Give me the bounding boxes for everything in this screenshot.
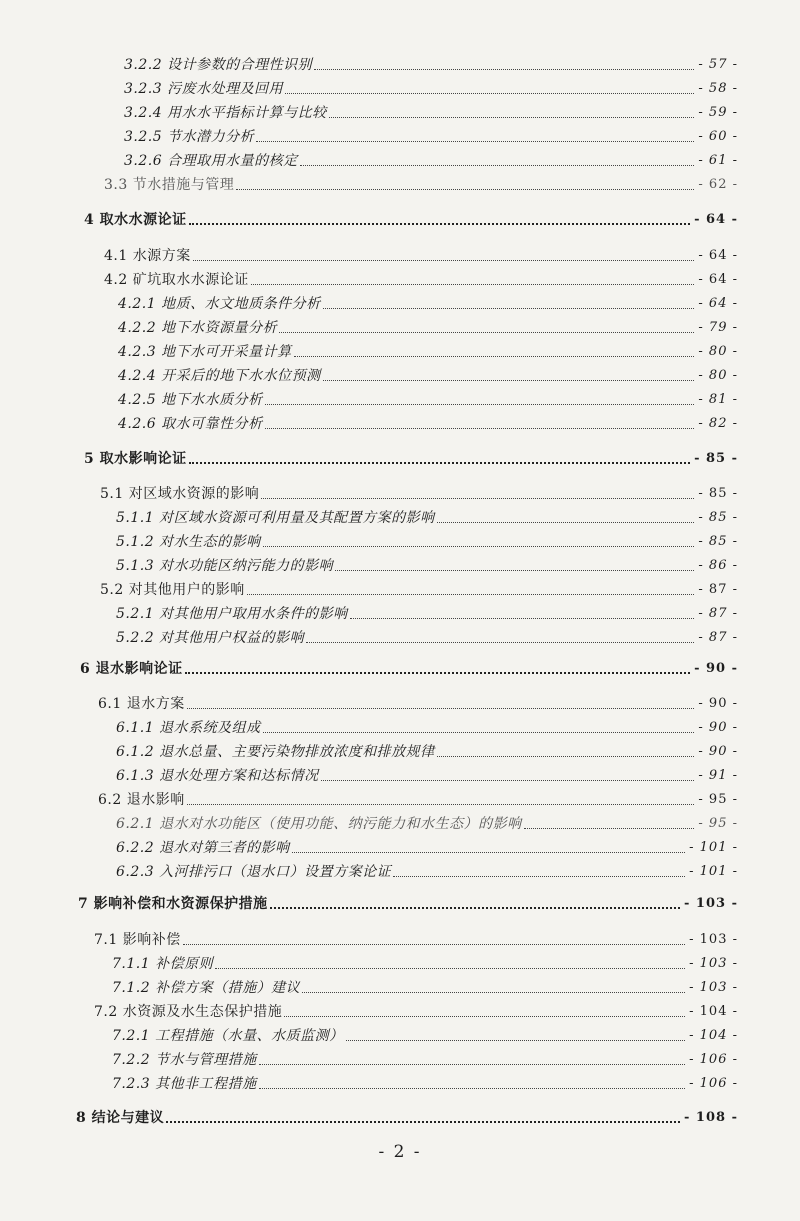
toc-label: 6.1.3 退水处理方案和达标情况 [116, 768, 319, 784]
toc-leader [302, 992, 685, 993]
toc-entry-5[interactable] [84, 444, 738, 468]
toc-entry-4-2[interactable] [104, 265, 738, 289]
toc-page-number: - 87 - [698, 630, 738, 645]
toc-label: 4.2.4 开采后的地下水水位预测 [118, 368, 321, 384]
toc-leader [335, 570, 694, 571]
toc-leader [215, 968, 685, 969]
toc-page-number: - 106 - [689, 1052, 738, 1067]
toc-page-number: - 64 - [694, 212, 738, 227]
toc-page-number: - 91 - [698, 768, 738, 783]
toc-label: 3.3 节水措施与管理 [104, 177, 235, 193]
toc-label: 7.1 影响补偿 [94, 932, 181, 948]
toc-label: 4.2 矿坑取水水源论证 [104, 272, 249, 288]
toc-leader [524, 828, 695, 829]
toc-entry-3-2-4[interactable] [124, 98, 738, 122]
toc-page-number: - 62 - [698, 177, 738, 192]
toc-page-number: - 95 - [698, 792, 738, 807]
toc-leader [437, 522, 695, 523]
toc-label: 4 取水水源论证 [84, 212, 187, 228]
toc-entry-3-2-6[interactable] [124, 146, 738, 170]
toc-leader [189, 223, 690, 225]
toc-page-number: - 95 - [698, 816, 738, 831]
toc-label: 5.2.2 对其他用户权益的影响 [116, 630, 305, 646]
toc-page-number: - 103 - [689, 956, 738, 971]
toc-leader [285, 93, 694, 94]
toc-label: 4.2.2 地下水资源量分析 [118, 320, 278, 336]
toc-entry-6-2[interactable] [98, 785, 738, 809]
toc-page-number: - 106 - [689, 1076, 738, 1091]
toc-entry-6-1-1[interactable] [116, 713, 738, 737]
toc-label: 6.1 退水方案 [98, 696, 185, 712]
toc-entry-4-2-6[interactable] [118, 409, 738, 433]
toc-page-number: - 80 - [698, 368, 738, 383]
toc-leader [259, 1064, 686, 1065]
toc-label: 7.2.3 其他非工程措施 [112, 1076, 257, 1092]
toc-entry-3-2-5[interactable] [124, 122, 738, 146]
toc-page-number: - 103 - [689, 980, 738, 995]
toc-leader [261, 498, 694, 499]
toc-entry-4-2-3[interactable] [118, 337, 738, 361]
toc-entry-6-1-2[interactable] [116, 737, 738, 761]
toc-label: 7.1.2 补偿方案（措施）建议 [112, 980, 301, 996]
toc-leader [323, 308, 695, 309]
toc-page-number: - 104 - [689, 1028, 738, 1043]
toc-label: 5 取水影响论证 [84, 451, 187, 467]
toc-page-number: - 103 - [689, 932, 738, 947]
toc-page-number: - 79 - [698, 320, 738, 335]
toc-entry-7-1-2[interactable] [112, 973, 738, 997]
toc-page-number: - 80 - [698, 344, 738, 359]
toc-label: 6 退水影响论证 [80, 661, 183, 677]
toc-label: 6.2.2 退水对第三者的影响 [116, 840, 290, 856]
toc-leader [187, 804, 695, 805]
toc-leader [166, 1121, 680, 1123]
toc-page-number: - 59 - [698, 105, 738, 120]
toc-leader [346, 1040, 686, 1041]
toc-leader [193, 260, 695, 261]
toc-label: 7.2 水资源及水生态保护措施 [94, 1004, 283, 1020]
toc-page-number: - 90 - [698, 744, 738, 759]
toc-leader [251, 284, 695, 285]
toc-page-number: - 64 - [698, 296, 738, 311]
toc-page-number: - 85 - [698, 534, 738, 549]
toc-leader [265, 428, 695, 429]
toc-label: 7.1.1 补偿原则 [112, 956, 214, 972]
toc-entry-6-1[interactable] [98, 689, 738, 713]
toc-label: 7.2.1 工程措施（水量、水质监测） [112, 1028, 344, 1044]
toc-page-number: - 85 - [698, 510, 738, 525]
toc-entry-5-1-3[interactable] [116, 551, 738, 575]
toc-page-number: - 60 - [698, 129, 738, 144]
toc-entry-5-1[interactable] [100, 479, 738, 503]
toc-leader [300, 165, 695, 166]
toc-leader [189, 462, 690, 464]
toc-label: 3.2.6 合理取用水量的核定 [124, 153, 298, 169]
toc-page-number: - 85 - [694, 451, 738, 466]
toc-label: 8 结论与建议 [76, 1110, 165, 1126]
toc-entry-5-1-1[interactable] [116, 503, 738, 527]
toc-leader [323, 380, 695, 381]
toc-entry-7-1-1[interactable] [112, 949, 738, 973]
toc-entry-3-2-2[interactable] [124, 50, 738, 74]
toc-entry-4-1[interactable] [104, 241, 738, 265]
toc-page-number: - 64 - [698, 272, 738, 287]
toc-leader [256, 141, 694, 142]
toc-leader [185, 672, 690, 674]
toc-label: 7 影响补偿和水资源保护措施 [78, 896, 268, 912]
toc-entry-7-1[interactable] [94, 925, 738, 949]
toc-leader [279, 332, 694, 333]
toc-label: 4.2.3 地下水可开采量计算 [118, 344, 292, 360]
toc-label: 5.2 对其他用户的影响 [100, 582, 245, 598]
toc-entry-4[interactable] [84, 205, 738, 229]
toc-label: 6.2 退水影响 [98, 792, 185, 808]
toc-leader [284, 1016, 685, 1017]
toc-entry-5-2[interactable] [100, 575, 738, 599]
toc-entry-4-2-1[interactable] [118, 289, 738, 313]
toc-label: 5.1 对区域水资源的影响 [100, 486, 260, 502]
toc-page-number: - 90 - [698, 720, 738, 735]
toc-entry-6[interactable] [80, 654, 738, 678]
toc-entry-4-2-4[interactable] [118, 361, 738, 385]
toc-entry-5-1-2[interactable] [116, 527, 738, 551]
toc-leader [263, 732, 695, 733]
toc-label: 4.2.1 地质、水文地质条件分析 [118, 296, 321, 312]
toc-leader [247, 594, 695, 595]
toc-leader [350, 618, 695, 619]
toc-label: 6.2.1 退水对水功能区（使用功能、纳污能力和水生态）的影响 [116, 816, 522, 832]
page-number: - 2 - [378, 1142, 422, 1162]
toc-entry-7-2[interactable] [94, 997, 738, 1021]
toc-page-number: - 58 - [698, 81, 738, 96]
toc-page-number: - 85 - [698, 486, 738, 501]
toc-page-number: - 104 - [689, 1004, 738, 1019]
toc-page-number: - 103 - [684, 896, 738, 911]
toc-leader [263, 546, 695, 547]
toc-leader [437, 756, 695, 757]
toc-leader [321, 780, 695, 781]
toc-entry-5-2-2[interactable] [116, 623, 738, 647]
toc-label: 5.1.2 对水生态的影响 [116, 534, 261, 550]
toc-label: 5.2.1 对其他用户取用水条件的影响 [116, 606, 348, 622]
toc-entry-4-2-5[interactable] [118, 385, 738, 409]
toc-page-number: - 64 - [698, 248, 738, 263]
toc-label: 6.2.3 入河排污口（退水口）设置方案论证 [116, 864, 392, 880]
toc-page-number: - 108 - [684, 1110, 738, 1125]
toc-page-number: - 81 - [698, 392, 738, 407]
toc-leader [292, 852, 686, 853]
toc-leader [183, 944, 685, 945]
toc-leader [393, 876, 685, 877]
toc-label: 7.2.2 节水与管理措施 [112, 1052, 257, 1068]
toc-entry-7-2-1[interactable] [112, 1021, 738, 1045]
toc-leader [259, 1088, 686, 1089]
toc-label: 4.1 水源方案 [104, 248, 191, 264]
toc-entry-6-1-3[interactable] [116, 761, 738, 785]
toc-leader [294, 356, 695, 357]
toc-entry-7[interactable] [78, 889, 738, 913]
toc-label: 6.1.1 退水系统及组成 [116, 720, 261, 736]
toc-entry-6-2-3[interactable] [116, 857, 738, 881]
toc-leader [306, 642, 694, 643]
toc-entry-4-2-2[interactable] [118, 313, 738, 337]
toc-page-number: - 87 - [698, 606, 738, 621]
toc-label: 3.2.2 设计参数的合理性识别 [124, 57, 313, 73]
toc-leader [187, 708, 695, 709]
toc-entry-5-2-1[interactable] [116, 599, 738, 623]
toc-page-number: - 57 - [698, 57, 738, 72]
toc-entry-7-2-3[interactable] [112, 1069, 738, 1093]
toc-label: 4.2.5 地下水水质分析 [118, 392, 263, 408]
toc-entry-3-3[interactable] [104, 170, 738, 194]
toc-label: 3.2.5 节水潜力分析 [124, 129, 255, 145]
toc-page-number: - 101 - [689, 864, 738, 879]
toc-leader [265, 404, 695, 405]
toc-page-number: - 90 - [694, 661, 738, 676]
toc-leader [270, 907, 680, 909]
toc-page-number: - 87 - [698, 582, 738, 597]
toc-entry-6-2-2[interactable] [116, 833, 738, 857]
toc-label: 6.1.2 退水总量、主要污染物排放浓度和排放规律 [116, 744, 435, 760]
toc-leader [314, 69, 694, 70]
toc-page-number: - 90 - [698, 696, 738, 711]
toc-entry-7-2-2[interactable] [112, 1045, 738, 1069]
toc-page-number: - 86 - [698, 558, 738, 573]
toc-entry-6-2-1[interactable] [116, 809, 738, 833]
toc-page-number: - 101 - [689, 840, 738, 855]
toc-label: 5.1.1 对区域水资源可利用量及其配置方案的影响 [116, 510, 435, 526]
toc-label: 3.2.3 污废水处理及回用 [124, 81, 284, 97]
toc-leader [236, 189, 694, 190]
toc-label: 4.2.6 取水可靠性分析 [118, 416, 263, 432]
toc-page-number: - 61 - [698, 153, 738, 168]
toc-entry-3-2-3[interactable] [124, 74, 738, 98]
toc-leader [329, 117, 695, 118]
toc-label: 3.2.4 用水水平指标计算与比较 [124, 105, 327, 121]
toc-entry-8[interactable] [76, 1103, 738, 1127]
toc-page-number: - 82 - [698, 416, 738, 431]
toc-label: 5.1.3 对水功能区纳污能力的影响 [116, 558, 334, 574]
